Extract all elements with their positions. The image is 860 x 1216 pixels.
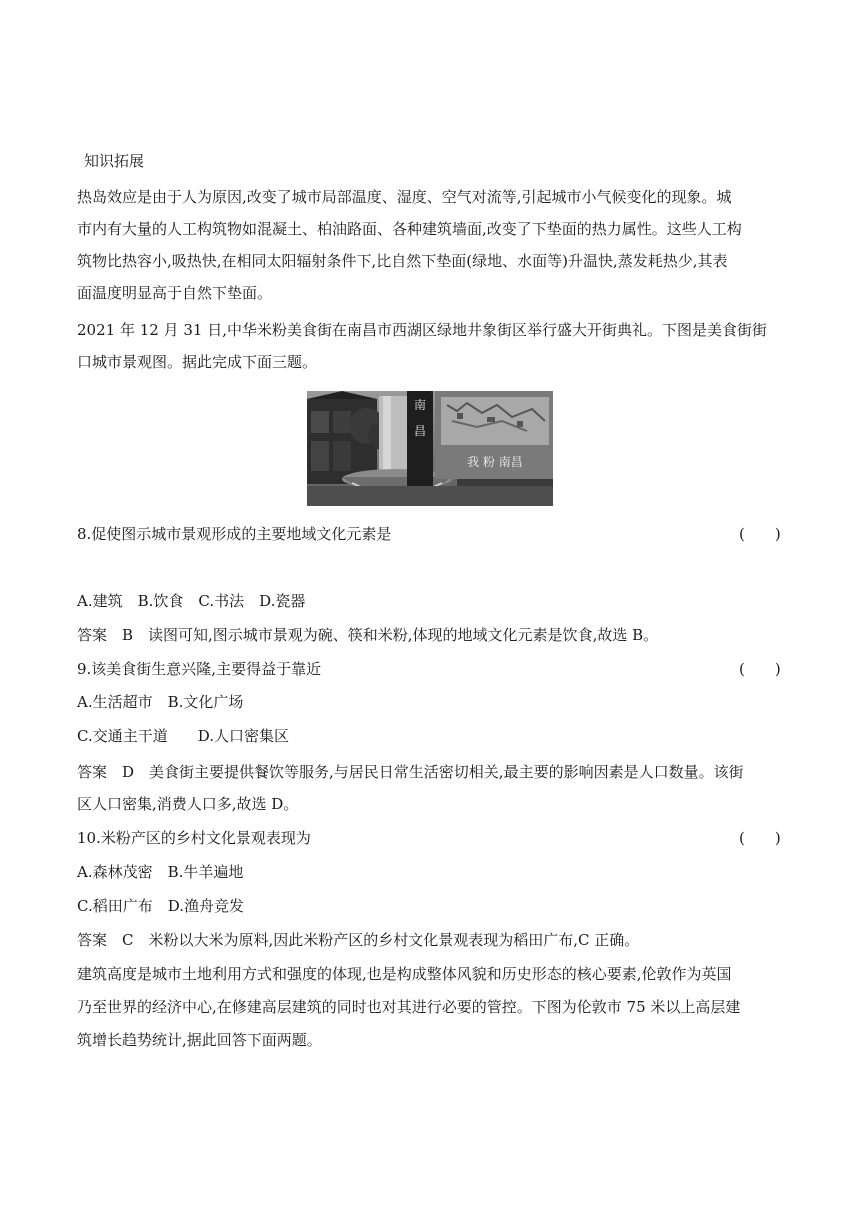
- food-street-photo: [307, 391, 553, 506]
- question-8-stem: 8.促使图示城市景观形成的主要地域文化元素是: [77, 525, 392, 543]
- question-9-stem: 9.该美食街生意兴隆,主要得益于靠近: [77, 660, 322, 678]
- wall-slogan-text: 我 粉 南昌: [467, 455, 523, 469]
- intro-paragraph-line: 口城市景观图。据此完成下面三题。: [77, 353, 318, 371]
- question-10-options: C.稻田广布 D.渔舟竞发: [77, 897, 244, 915]
- answer-bracket: ( ): [739, 525, 781, 543]
- intro-paragraph-line: 乃至世界的经济中心,在修建高层建筑的同时也对其进行必要的管控。下图为伦敦市 75 米以上高层建: [77, 998, 741, 1016]
- answer-bracket: ( ): [739, 660, 781, 678]
- intro-paragraph-line: 建筑高度是城市土地利用方式和强度的体现,也是构成整体风貌和历史形态的核心要素,伦敦作为英国: [77, 965, 732, 983]
- question-10-stem: 10.米粉产区的乡村文化景观表现为: [77, 829, 311, 847]
- answer-bracket: ( ): [739, 829, 781, 847]
- intro-paragraph-line: 筑增长趋势统计,据此回答下面两题。: [77, 1031, 322, 1049]
- question-8-options: A.建筑 B.饮食 C.书法 D.瓷器: [77, 592, 306, 610]
- knowledge-expansion-title: 知识拓展: [84, 152, 145, 170]
- vertical-sign-char: 南: [413, 398, 427, 412]
- question-9-answer: 答案 D 美食街主要提供餐饮等服务,与居民日常生活密切相关,最主要的影响因素是人口数量。该街: [77, 763, 744, 781]
- knowledge-expansion-line: 热岛效应是由于人为原因,改变了城市局部温度、湿度、空气对流等,引起城市小气候变化的现象。城: [77, 188, 732, 206]
- question-9-answer: 区人口密集,消费人口多,故选 D。: [77, 795, 299, 813]
- question-10-options: A.森林茂密 B.牛羊遍地: [77, 863, 244, 881]
- knowledge-expansion-line: 面温度明显高于自然下垫面。: [77, 284, 273, 302]
- vertical-sign-char: 昌: [413, 424, 427, 438]
- question-9-options: C.交通主干道 D.人口密集区: [77, 727, 289, 745]
- question-8-answer: 答案 B 读图可知,图示城市景观为碗、筷和米粉,体现的地域文化元素是饮食,故选 B。: [77, 626, 659, 644]
- knowledge-expansion-line: 市内有大量的人工构筑物如混凝土、柏油路面、各种建筑墙面,改变了下垫面的热力属性。这些人工构: [77, 220, 742, 238]
- question-9-options: A.生活超市 B.文化广场: [77, 693, 244, 711]
- intro-paragraph-line: 2021 年 12 月 31 日,中华米粉美食街在南昌市西湖区绿地井象街区举行盛大开街典礼。下图是美食街街: [77, 321, 767, 339]
- question-10-answer: 答案 C 米粉以大米为原料,因此米粉产区的乡村文化景观表现为稻田广布,C 正确。: [77, 931, 640, 949]
- knowledge-expansion-line: 筑物比热容小,吸热快,在相同太阳辐射条件下,比自然下垫面(绿地、水面等)升温快,蒸发耗热少,其表: [77, 252, 728, 270]
